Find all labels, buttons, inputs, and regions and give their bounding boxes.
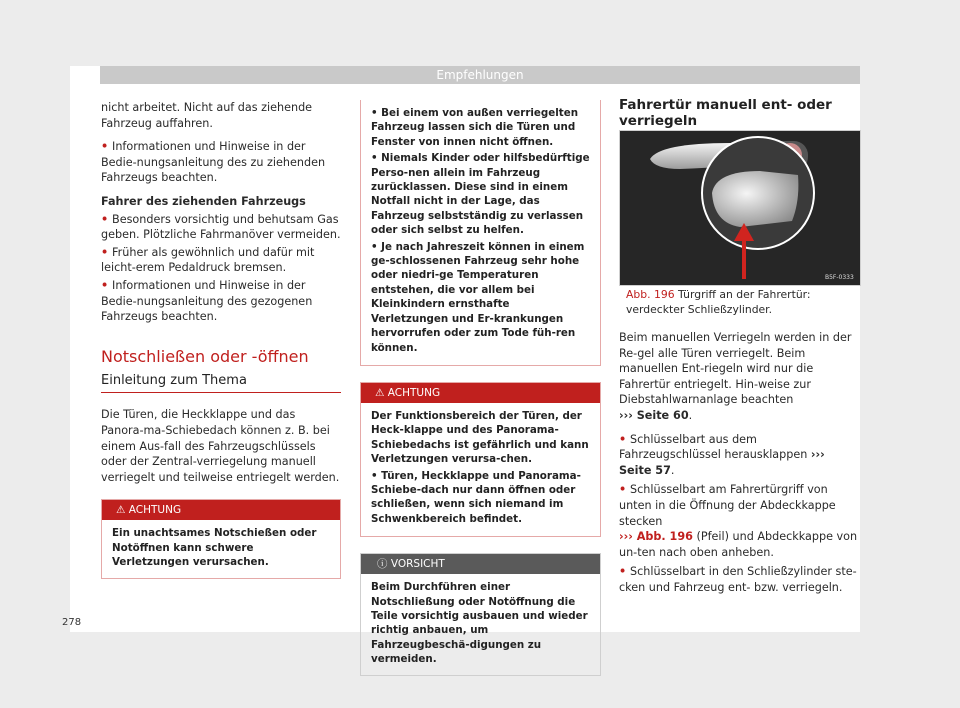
list-item-text: Besonders vorsichtig und behutsam Gas geben. Plötzliche Fahrmanöver vermeiden.	[101, 212, 341, 242]
list-item	[371, 469, 590, 527]
page-reference-link[interactable]: ››› Seite 57	[619, 448, 825, 477]
list-item: • Schlüsselbart aus dem Fahrzeugschlüssel herausklappen ››› Seite 57.	[619, 432, 825, 477]
bullet-icon: •	[371, 152, 382, 165]
warning-label: ACHTUNG	[387, 386, 441, 399]
list-item-text: Bei einem von außen verriegelten Fahrzeug lassen sich die Türen und Fenster von innen nicht öffnen.	[371, 107, 579, 148]
warning-header	[102, 500, 340, 520]
section-title: Fahrertür manuell ent- oder verriegeln	[619, 98, 859, 136]
figure-caption-text: Türgriff an der Fahrertür: verdeckter Schließzylinder.	[626, 288, 811, 316]
warning-triangle-icon: ⚠	[116, 504, 129, 517]
list-item-text: Informationen und Hinweise in der Bedie-nungsanleitung des gezogenen Fahrzeugs beachten.	[101, 278, 313, 324]
list-item-text: (Pfeil) und Abdeckkappe von un-ten nach oben anheben.	[619, 530, 858, 559]
door-handle-figure	[619, 130, 861, 286]
bullet-icon: •	[371, 240, 382, 253]
warning-box	[360, 382, 601, 537]
note-body: Beim Durchführen einer Notschließung oder Notöffnung die Teile vorsichtig ausbauen und wieder richtig anbauen, um Fahrzeugbeschä-digungen zu vermeiden.	[371, 581, 588, 666]
figure-caption	[626, 288, 854, 317]
bullet-icon: •	[371, 107, 382, 119]
warning-label: ACHTUNG	[128, 504, 182, 517]
figure-label: Abb. 196	[626, 288, 675, 301]
paragraph: Der Funktionsbereich der Türen, der Heck-klappe und des Panorama-Schiebedachs ist gefährlich und kann Verletzungen verursa-chen.	[371, 409, 589, 466]
bullet-icon: •	[101, 245, 113, 259]
list-item	[371, 151, 590, 237]
bullet-icon: •	[619, 565, 631, 579]
bullet-icon: •	[619, 432, 631, 446]
paragraph: Beim manuellen Verriegeln werden in der Re-gel alle Türen verriegelt. Beim manuellen Ent-riegeln wird nur die Fahrertür entriegelt. Hin-weise zur Diebstahlwarnanlage beachten ››› Seite 60.	[619, 331, 852, 422]
warning-body	[361, 100, 600, 365]
note-header	[361, 554, 600, 574]
figure-code: B5F-0333	[825, 274, 854, 281]
bullet-icon: •	[101, 278, 113, 292]
column-left	[101, 100, 341, 579]
page-reference-link[interactable]: ››› Seite 60	[619, 408, 689, 422]
list-item	[619, 564, 859, 595]
figure-reference-link[interactable]: ››› Abb. 196	[619, 530, 693, 544]
list-item-text: Schlüsselbart in den Schließzylinder ste-cken und Fahrzeug ent- bzw. verriegeln.	[619, 565, 857, 594]
list-item-text: Informationen und Hinweise in der Bedie-nungsanleitung des zu ziehenden Fahrzeugs beachten.	[101, 140, 326, 185]
bullet-icon: •	[619, 483, 631, 497]
paragraph: Die Türen, die Heckklappe und das Panora-ma-Schiebedach können z. B. bei einem Aus-fall des Fahrzeugschlüssels oder der Zentral-verriegelung manuell verriegelt und teilweise entriegelt werden.	[101, 408, 340, 484]
list-item	[101, 278, 341, 325]
bullet-icon: •	[371, 469, 382, 482]
list-item	[371, 240, 590, 355]
list-item-text: Schlüsselbart am Fahrertürgriff von unten in die Öffnung der Abdeckkappe stecken	[619, 483, 836, 528]
list-item	[101, 245, 341, 276]
subheading: Fahrer des ziehenden Fahrzeugs	[101, 194, 306, 208]
door-handle-illustration	[620, 131, 860, 285]
warning-box	[101, 499, 341, 578]
list-item	[101, 139, 341, 186]
paragraph-text: Beim manuellen Verriegeln werden in der Re-gel alle Türen verriegelt. Beim manuellen Ent-riegeln wird nur die Fahrertür entriegelt. Hin-weise zur Diebstahlwarnanlage beachten	[619, 331, 852, 407]
list-item-text: Früher als gewöhnlich und dafür mit leicht-erem Pedaldruck bremsen.	[101, 245, 315, 275]
info-icon: ⓘ	[377, 558, 391, 571]
warning-body: Ein unachtsames Notschießen oder Notöffnen kann schwere Verletzungen verursachen.	[112, 527, 317, 569]
column-middle	[360, 100, 601, 676]
note-label: VORSICHT	[390, 558, 445, 571]
page-header: Empfehlungen	[100, 66, 860, 84]
list-item	[619, 482, 859, 560]
warning-body	[361, 403, 600, 536]
section-title: Notschließen oder -öffnen	[101, 346, 309, 366]
warning-box-continued	[360, 100, 601, 366]
bullet-icon: •	[101, 140, 113, 154]
note-box	[360, 553, 601, 675]
section-subtitle: Einleitung zum Thema	[101, 373, 341, 394]
list-item-text: Türen, Heckklappe und Panorama-Schiebe-dach nur dann öffnen oder schließen, wenn sich niemand im Schwenkbereich befindet.	[371, 469, 581, 525]
list-item-text: Je nach Jahreszeit können in einem ge-schlossenen Fahrzeug sehr hohe oder niedri-ge Temperaturen entstehen, die vor allem bei Kleinkindern ernsthafte Verletzungen und Er-krankungen hervorrufen oder zum Tode füh-ren können.	[371, 240, 585, 354]
list-item-text: Schlüsselbart aus dem Fahrzeugschlüssel herausklappen	[619, 432, 808, 462]
paragraph: nicht arbeitet. Nicht auf das ziehende Fahrzeug auffahren.	[101, 101, 313, 130]
list-item-text: Niemals Kinder oder hilfsbedürftige Perso-nen allein im Fahrzeug zurücklassen. Diese sind in einem Notfall nicht in der Lage, das Fahrzeug selbstständig zu verlassen oder sich selbst zu helfen.	[371, 152, 590, 237]
warning-triangle-icon: ⚠	[375, 386, 388, 399]
page-number: 278	[62, 617, 82, 628]
bullet-icon: •	[101, 212, 113, 226]
warning-header	[361, 383, 600, 403]
list-item	[371, 106, 590, 149]
column-right-body	[619, 330, 859, 604]
list-item	[101, 212, 341, 243]
